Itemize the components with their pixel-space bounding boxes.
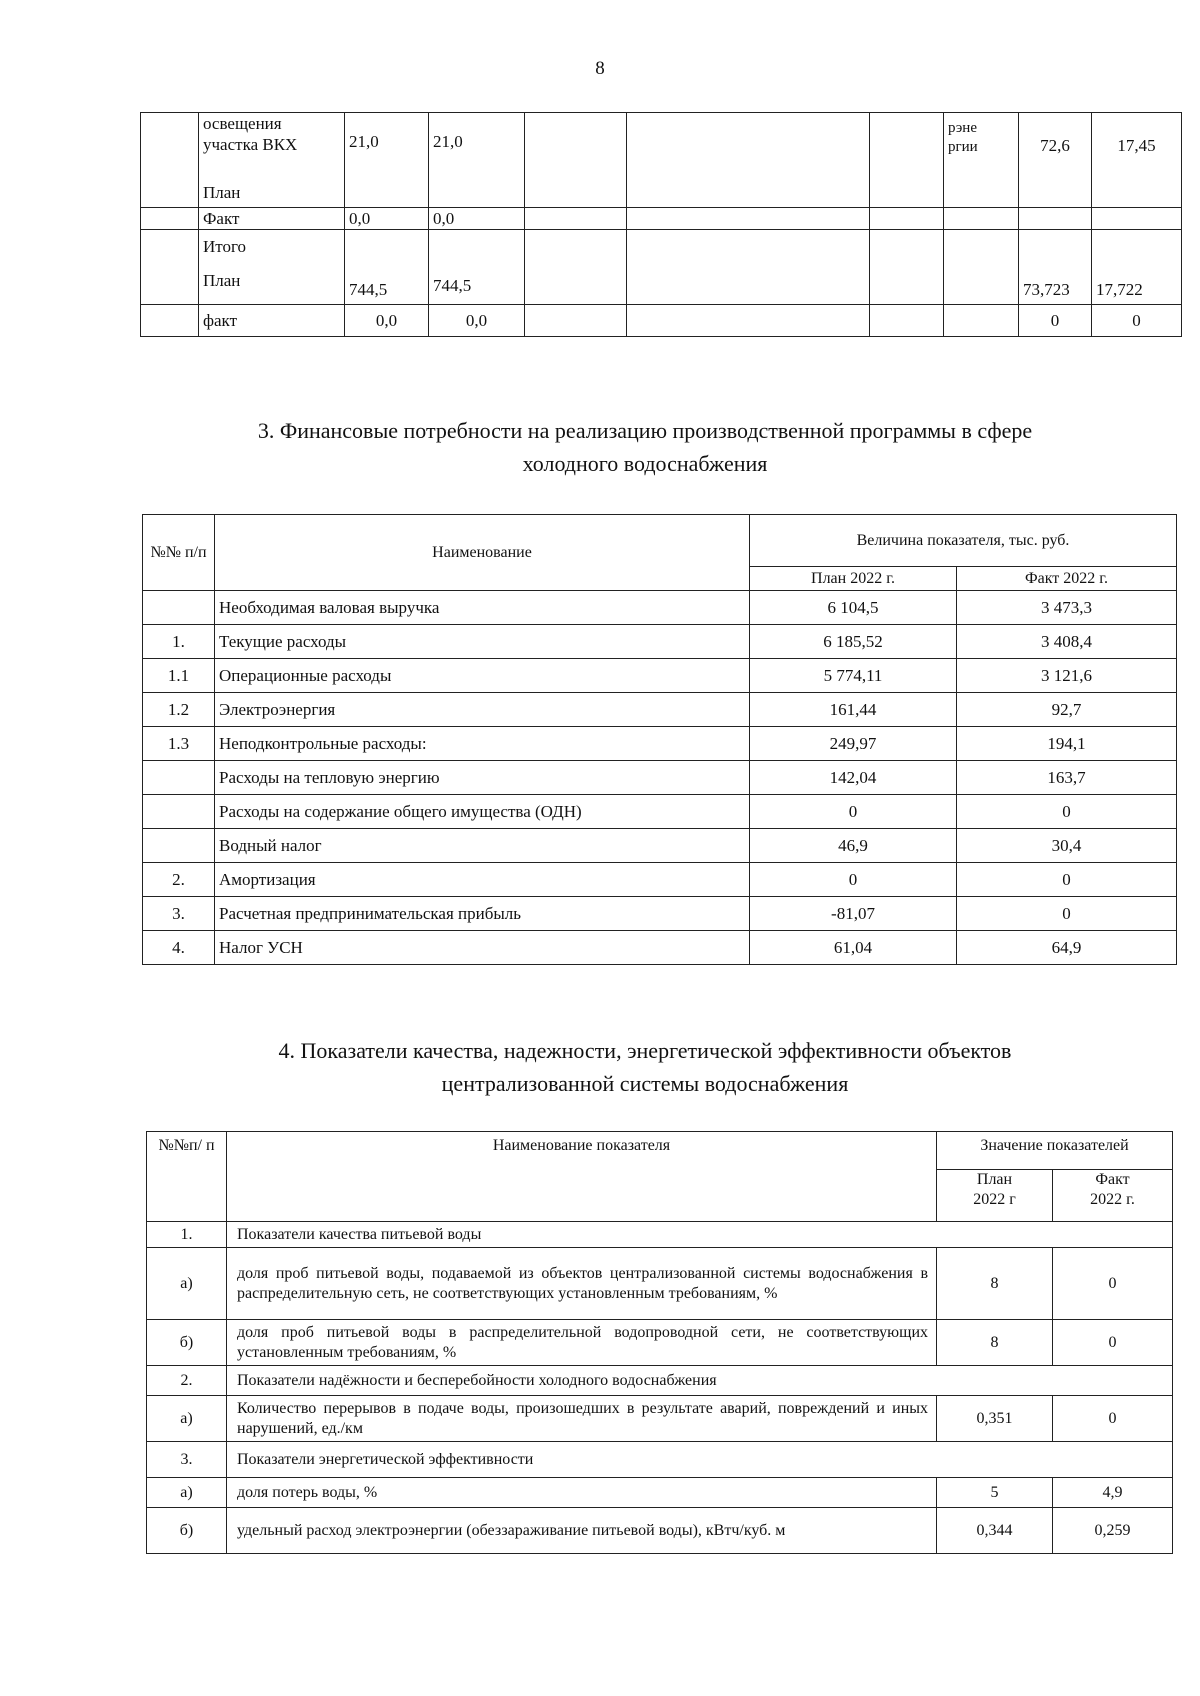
row-number: 1.3 — [143, 727, 215, 761]
section-3-title-line-2: холодного водоснабжения — [522, 451, 768, 476]
table-row — [143, 727, 1177, 761]
row-name: Расходы на тепловую энергию — [215, 761, 750, 795]
row-number — [143, 829, 215, 863]
table-header-row — [147, 1132, 1173, 1170]
row-name-cell — [199, 230, 345, 305]
fact-value: 0 — [1053, 1396, 1173, 1442]
value-cell: 0,0 — [429, 305, 525, 337]
value-cell: 0,0 — [345, 208, 429, 230]
table-row — [143, 761, 1177, 795]
row-number: 4. — [143, 931, 215, 965]
table-row — [143, 897, 1177, 931]
plan-value: -81,07 — [750, 897, 957, 931]
fact-value: 92,7 — [957, 693, 1177, 727]
row-number — [143, 795, 215, 829]
plan-value: 6 104,5 — [750, 591, 957, 625]
section-row — [147, 1366, 1173, 1396]
section-3-title — [0, 414, 1200, 480]
column-header-plan: План 2022 г. — [750, 567, 957, 591]
plan-value: 5 774,11 — [750, 659, 957, 693]
row-name: Текущие расходы — [215, 625, 750, 659]
plan-value: 249,97 — [750, 727, 957, 761]
table-row — [143, 693, 1177, 727]
section-row — [147, 1222, 1173, 1248]
fact-value: 0 — [1053, 1320, 1173, 1366]
plan-value: 0,344 — [937, 1508, 1053, 1554]
plan-header-line-2: 2022 г — [973, 1191, 1016, 1208]
row-name: Водный налог — [215, 829, 750, 863]
section-name: Показатели энергетической эффективности — [227, 1442, 1173, 1478]
fact-value: 163,7 — [957, 761, 1177, 795]
table-row — [143, 829, 1177, 863]
total-label: Итого — [203, 237, 247, 257]
value-cell: 0,0 — [345, 305, 429, 337]
plan-value: 46,9 — [750, 829, 957, 863]
row-number: 1. — [147, 1222, 227, 1248]
financial-needs-table — [142, 514, 1177, 965]
value-cell: 0 — [1092, 305, 1182, 337]
plan-value: 8 — [937, 1320, 1053, 1366]
column-header-name: Наименование показателя — [227, 1132, 937, 1222]
continuation-table — [140, 112, 1182, 337]
row-number: а) — [147, 1248, 227, 1320]
value-cell: 17,45 — [1092, 113, 1182, 208]
section-row — [147, 1442, 1173, 1478]
plan-value: 0 — [750, 795, 957, 829]
row-number: 1.1 — [143, 659, 215, 693]
row-number — [143, 761, 215, 795]
column-header-num: №№ п/п — [143, 515, 215, 591]
plan-value: 6 185,52 — [750, 625, 957, 659]
fact-value: 3 473,3 — [957, 591, 1177, 625]
indicator-name: доля потерь воды, % — [227, 1478, 937, 1508]
row-name: Операционные расходы — [215, 659, 750, 693]
row-name: Расходы на содержание общего имущества (ОДН) — [215, 795, 750, 829]
row-name-line-2: участка ВКХ — [203, 135, 298, 155]
table-row — [143, 931, 1177, 965]
row-label: факт — [199, 305, 345, 337]
fact-value: 3 408,4 — [957, 625, 1177, 659]
column-header-name: Наименование — [215, 515, 750, 591]
table-row — [141, 230, 1182, 305]
value-cell: 21,0 — [345, 113, 429, 208]
value-cell: 744,5 — [345, 230, 429, 305]
row-label: Факт — [199, 208, 345, 230]
row-number: 3. — [147, 1442, 227, 1478]
row-name: Налог УСН — [215, 931, 750, 965]
plan-value: 142,04 — [750, 761, 957, 795]
fact-value: 30,4 — [957, 829, 1177, 863]
value-cell: 0 — [1019, 305, 1092, 337]
unit-line-1: рэне — [948, 120, 977, 136]
row-number: б) — [147, 1320, 227, 1366]
indicator-name: удельный расход электроэнергии (обеззараживание питьевой воды), кВтч/куб. м — [227, 1508, 937, 1554]
value-cell: 17,722 — [1092, 230, 1182, 305]
value-cell: 73,723 — [1019, 230, 1092, 305]
plan-value: 0 — [750, 863, 957, 897]
table-row — [147, 1320, 1173, 1366]
fact-header-line-2: 2022 г. — [1090, 1191, 1135, 1208]
row-number: 3. — [143, 897, 215, 931]
row-number: 2. — [147, 1366, 227, 1396]
row-name-line-1: освещения — [203, 114, 282, 133]
table-row — [143, 625, 1177, 659]
row-name: Неподконтрольные расходы: — [215, 727, 750, 761]
column-header-fact — [1053, 1170, 1173, 1222]
row-number: а) — [147, 1478, 227, 1508]
row-name-cell — [199, 113, 345, 208]
table-row — [141, 113, 1182, 208]
row-number: 1.2 — [143, 693, 215, 727]
table-row — [147, 1508, 1173, 1554]
page-number: 8 — [595, 58, 605, 79]
column-header-num: №№п/ п — [147, 1132, 227, 1222]
plan-value: 5 — [937, 1478, 1053, 1508]
fact-value: 0 — [957, 795, 1177, 829]
fact-value: 0 — [957, 863, 1177, 897]
unit-cell — [944, 113, 1019, 208]
quality-indicators-table — [146, 1131, 1173, 1554]
column-header-plan — [937, 1170, 1053, 1222]
row-number: б) — [147, 1508, 227, 1554]
value-cell: 72,6 — [1019, 113, 1092, 208]
row-name: Амортизация — [215, 863, 750, 897]
fact-value: 64,9 — [957, 931, 1177, 965]
table-row — [147, 1248, 1173, 1320]
fact-value: 3 121,6 — [957, 659, 1177, 693]
row-number: 1. — [143, 625, 215, 659]
row-number: 2. — [143, 863, 215, 897]
table-row — [141, 305, 1182, 337]
fact-value: 4,9 — [1053, 1478, 1173, 1508]
fact-value: 194,1 — [957, 727, 1177, 761]
plan-label: План — [203, 270, 241, 290]
table-row — [143, 659, 1177, 693]
plan-header-line-1: План — [976, 1171, 1013, 1188]
section-4-title-line-2: централизованной системы водоснабжения — [441, 1071, 849, 1096]
value-cell: 744,5 — [429, 230, 525, 305]
table-row — [143, 591, 1177, 625]
plan-value: 8 — [937, 1248, 1053, 1320]
table-row — [141, 208, 1182, 230]
column-header-fact: Факт 2022 г. — [957, 567, 1177, 591]
row-number: а) — [147, 1396, 227, 1442]
row-name: Расчетная предпринимательская прибыль — [215, 897, 750, 931]
section-4-title-line-1: 4. Показатели качества, надежности, энергетической эффективности объектов — [278, 1038, 1012, 1063]
section-name: Показатели качества питьевой воды — [227, 1222, 1173, 1248]
fact-header-line-1: Факт — [1095, 1171, 1130, 1188]
table-row — [143, 863, 1177, 897]
section-3-title-line-1: 3. Финансовые потребности на реализацию производственной программы в сфере — [257, 418, 1033, 443]
plan-value: 0,351 — [937, 1396, 1053, 1442]
column-header-value: Значение показателей — [937, 1132, 1173, 1170]
fact-value: 0 — [1053, 1248, 1173, 1320]
table-row — [143, 795, 1177, 829]
row-number — [143, 591, 215, 625]
indicator-name: доля проб питьевой воды, подаваемой из объектов централизованной системы водоснабжения в распределительную сеть, не соответствующих установленным требованиям, % — [227, 1248, 937, 1320]
fact-value: 0,259 — [1053, 1508, 1173, 1554]
unit-line-2: ргии — [948, 138, 978, 155]
value-cell: 21,0 — [429, 113, 525, 208]
table-header-row — [143, 515, 1177, 567]
plan-label: План — [203, 182, 241, 202]
column-header-value: Величина показателя, тыс. руб. — [750, 515, 1177, 567]
row-name: Необходимая валовая выручка — [215, 591, 750, 625]
value-cell: 0,0 — [429, 208, 525, 230]
table-row — [147, 1478, 1173, 1508]
indicator-name: Количество перерывов в подаче воды, произошедших в результате аварий, повреждений и иных нарушений, ед./км — [227, 1396, 937, 1442]
table-row — [147, 1396, 1173, 1442]
plan-value: 61,04 — [750, 931, 957, 965]
indicator-name: доля проб питьевой воды в распределительной водопроводной сети, не соответствующих установленным требованиям, % — [227, 1320, 937, 1366]
section-name: Показатели надёжности и бесперебойности холодного водоснабжения — [227, 1366, 1173, 1396]
fact-value: 0 — [957, 897, 1177, 931]
plan-value: 161,44 — [750, 693, 957, 727]
row-name: Электроэнергия — [215, 693, 750, 727]
section-4-title — [0, 1034, 1200, 1100]
